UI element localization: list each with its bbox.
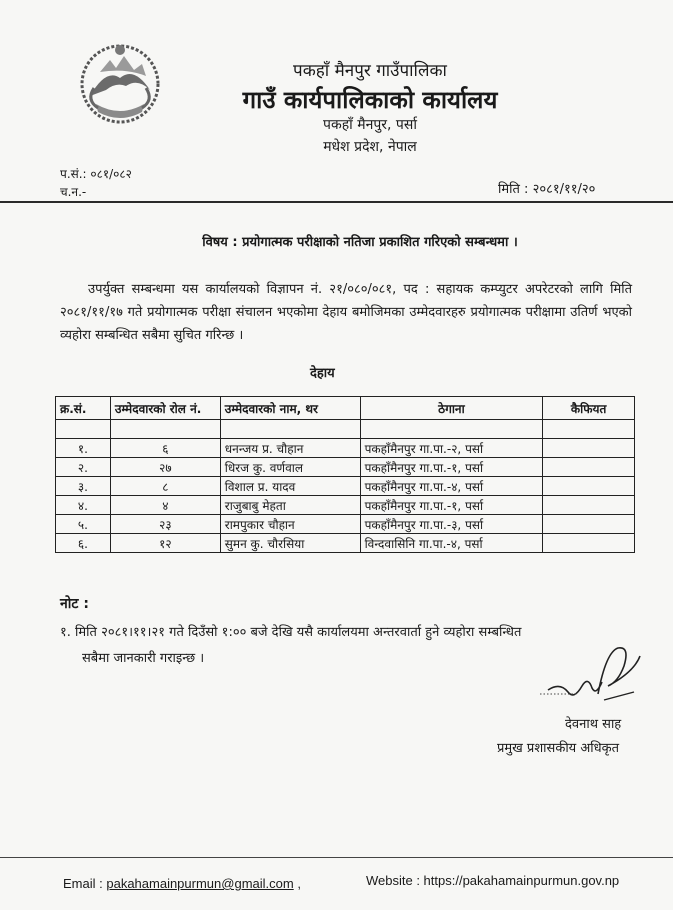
- email-link[interactable]: pakahamainpurmun@gmail.com: [106, 876, 294, 891]
- table-row: [56, 439, 635, 458]
- cell-address: पकहाँमैनपुर गा.पा.-४, पर्सा: [360, 477, 543, 496]
- cell-address: पकहाँमैनपुर गा.पा.-३, पर्सा: [360, 515, 543, 534]
- col-remarks-header: कैफियत: [543, 397, 635, 420]
- body-paragraph: उपर्युक्त सम्बन्धमा यस कार्यालयको विज्ञापन नं. २१/०८०/०८१, पद : सहायक कम्प्युटर अपरेटरको लागि मिति २०८१/११/१७ गते प्रयोगात्मक परीक्षा संचालन भएकोमा देहाय बमोजिमका उम्मेदवारहरु प्रयोगात्मक परीक्षामा उतिर्ण भएको व्यहोरा सम्बन्धित सबैमा सुचित गरिन्छ ।: [60, 282, 632, 343]
- note-item-line-1: १. मिति २०८१।११।२१ गते दिउँसो १:०० बजे देखि यसै कार्यालयमा अन्तरवार्ता हुने व्यहोरा सम्बन्धित: [60, 625, 522, 640]
- table-row: [56, 534, 635, 553]
- header-divider: [0, 201, 673, 203]
- signatory-name: देवनाथ साह: [565, 717, 622, 732]
- cell-name: राजुबाबु मेहता: [220, 496, 360, 515]
- letter-date: मिति : २०८१/११/२०: [498, 182, 596, 197]
- table-spacer: [56, 420, 635, 439]
- cell-remarks: [543, 515, 635, 534]
- table-row: [56, 458, 635, 477]
- email-separator: ,: [297, 876, 301, 891]
- cell-address: पकहाँमैनपुर गा.पा.-१, पर्सा: [360, 496, 543, 515]
- table-header-row: [56, 397, 635, 420]
- col-roll-header: उम्मेदवारको रोल नं.: [110, 397, 220, 420]
- cell-name: रामपुकार चौहान: [220, 515, 360, 534]
- cell-roll: २३: [110, 515, 220, 534]
- cell-address: पकहाँमैनपुर गा.पा.-२, पर्सा: [360, 439, 543, 458]
- subject-line: विषय : प्रयोगात्मक परीक्षाको नतिजा प्रकाशित गरिएको सम्बन्धमा ।: [202, 235, 518, 250]
- cell-name: धनन्जय प्र. चौहान: [220, 439, 360, 458]
- cell-serial: ४.: [56, 496, 111, 515]
- handwritten-signature-icon: [538, 642, 648, 712]
- address-line-2: मधेश प्रदेश, नेपाल: [323, 139, 417, 155]
- footer-divider: [0, 857, 673, 858]
- cell-serial: ३.: [56, 477, 111, 496]
- table-row: [56, 515, 635, 534]
- cell-name: सुमन कु. चौरसिया: [220, 534, 360, 553]
- col-name-header: उम्मेदवारको नाम, थर: [220, 397, 360, 420]
- office-name: गाउँ कार्यपालिकाको कार्यालय: [242, 86, 498, 114]
- cell-remarks: [543, 496, 635, 515]
- note-item-line-2: सबैमा जानकारी गराइन्छ ।: [82, 651, 205, 666]
- cell-roll: २७: [110, 458, 220, 477]
- cell-roll: ४: [110, 496, 220, 515]
- cell-serial: २.: [56, 458, 111, 477]
- cell-address: विन्दवासिनि गा.पा.-४, पर्सा: [360, 534, 543, 553]
- cell-serial: ६.: [56, 534, 111, 553]
- cell-remarks: [543, 477, 635, 496]
- cell-remarks: [543, 439, 635, 458]
- results-table: [55, 396, 635, 553]
- footer-email: [63, 876, 301, 891]
- table-row: [56, 496, 635, 515]
- cell-serial: ५.: [56, 515, 111, 534]
- cell-serial: १.: [56, 439, 111, 458]
- reference-number: प.सं.: ०८१/०८२: [60, 167, 132, 181]
- list-heading: देहाय: [310, 366, 335, 381]
- signatory-title: प्रमुख प्रशासकीय अधिकृत: [497, 741, 620, 756]
- cell-remarks: [543, 534, 635, 553]
- cell-name: विशाल प्र. यादव: [220, 477, 360, 496]
- col-address-header: ठेगाना: [360, 397, 543, 420]
- municipality-name: पकहाँ मैनपुर गाउँपालिका: [293, 61, 447, 81]
- col-serial-header: क्र.सं.: [56, 397, 111, 420]
- cell-roll: ६: [110, 439, 220, 458]
- note-heading: नोट :: [60, 596, 89, 612]
- cell-remarks: [543, 458, 635, 477]
- table-row: [56, 477, 635, 496]
- cell-address: पकहाँमैनपुर गा.पा.-१, पर्सा: [360, 458, 543, 477]
- address-line-1: पकहाँ मैनपुर, पर्सा: [323, 117, 417, 133]
- footer-website[interactable]: Website : https://pakahamainpurmun.gov.np: [366, 873, 620, 888]
- cell-roll: १२: [110, 534, 220, 553]
- cell-name: धिरज कु. वर्णवाल: [220, 458, 360, 477]
- dispatch-number: च.न.-: [60, 185, 87, 199]
- cell-roll: ८: [110, 477, 220, 496]
- email-label: Email :: [63, 876, 103, 891]
